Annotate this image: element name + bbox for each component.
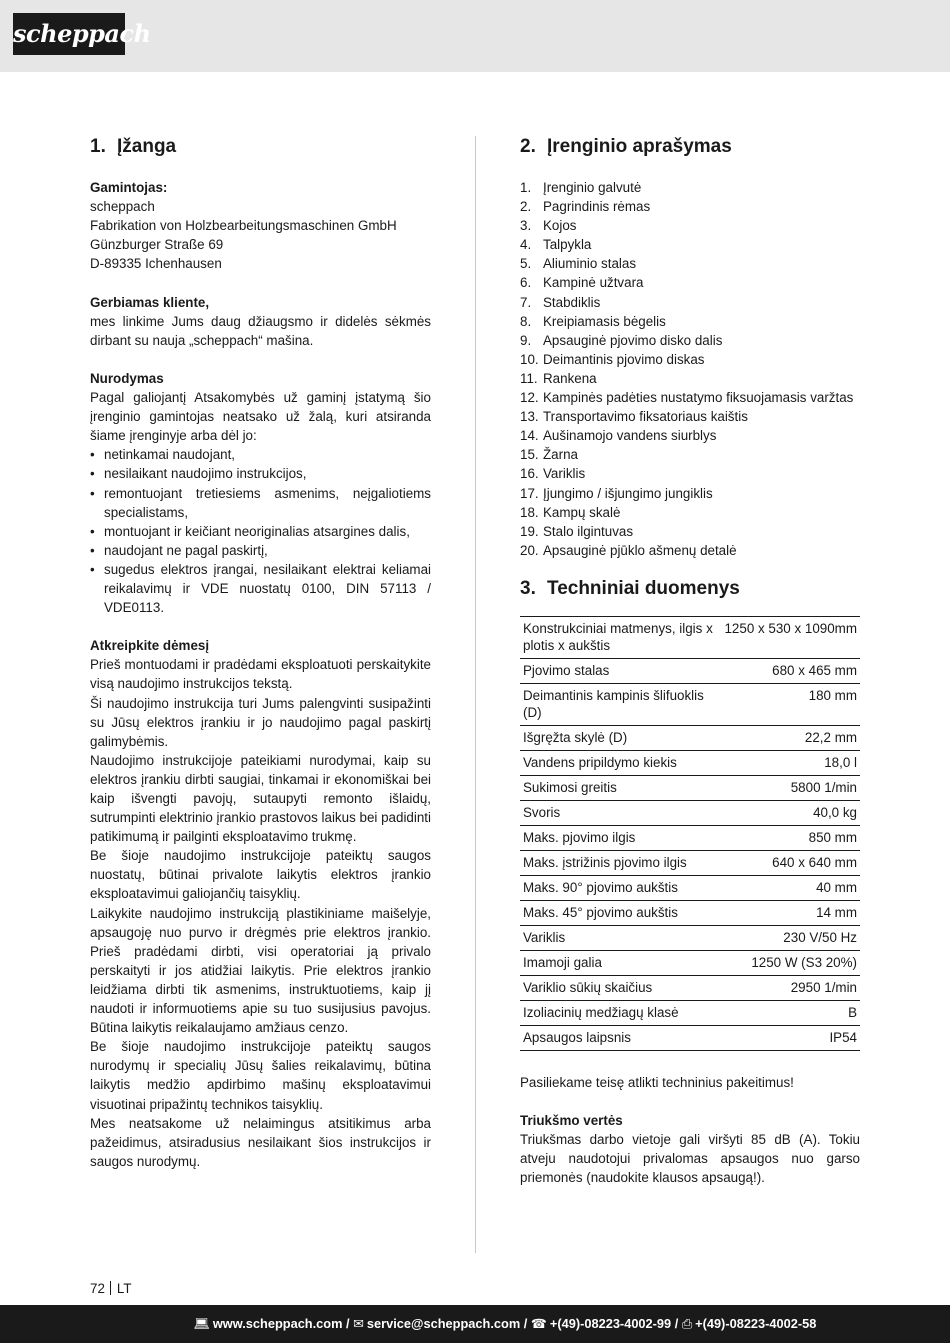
spec-value: 40 mm [721, 875, 860, 900]
part-item [520, 254, 860, 273]
part-item [520, 541, 860, 560]
footer-separator [110, 1281, 111, 1295]
part-number: 3. [520, 218, 532, 234]
part-label: Aušinamojo vandens siurblys [543, 428, 717, 444]
attention-label: Atkreipkite dėmesį [90, 638, 210, 654]
part-label: Stabdiklis [543, 294, 601, 310]
part-number: 12. [520, 390, 539, 406]
spec-value: 640 x 640 mm [721, 850, 860, 875]
spec-label: Sukimosi greitis [520, 775, 721, 800]
spec-label: Maks. 45° pjovimo aukštis [520, 900, 721, 925]
part-item [520, 445, 860, 464]
table-row [520, 1025, 860, 1050]
part-item [520, 407, 860, 426]
part-number: 13. [520, 409, 539, 425]
spec-value: 180 mm [721, 683, 860, 725]
table-row [520, 616, 860, 658]
spec-value: 850 mm [721, 825, 860, 850]
manufacturer-block [90, 178, 431, 273]
part-number: 7. [520, 294, 532, 310]
part-item [520, 522, 860, 541]
part-number: 6. [520, 275, 532, 291]
part-number: 4. [520, 237, 532, 253]
list-item: • sugedus elektros įrangai, nesilaikant elektrai keliamai reikalavimų ir VDE nuostatų 0100, DIN 57113 / VDE0113. [90, 560, 431, 617]
list-item: • naudojant ne pagal paskirtį, [90, 541, 431, 560]
list-item: • netinkamai naudojant, [90, 445, 431, 464]
list-item: • montuojant ir keičiant neoriginalias atsargines dalis, [90, 522, 431, 541]
spec-value: 680 x 465 mm [721, 658, 860, 683]
spec-value: 18,0 l [721, 750, 860, 775]
page-language: LT [116, 1281, 132, 1296]
spec-label: Imamoji galia [520, 950, 721, 975]
part-label: Talpykla [543, 237, 592, 253]
part-item [520, 503, 860, 522]
spec-label: Deimantinis kampinis šlifuoklis (D) [520, 683, 721, 725]
part-label: Apsauginė pjūklo ašmenų detalė [543, 542, 737, 558]
technical-heading [520, 576, 860, 602]
part-label: Kampinė užtvara [543, 275, 644, 291]
spec-label: Maks. 90° pjovimo aukštis [520, 875, 721, 900]
part-item [520, 273, 860, 292]
part-number: 20. [520, 542, 539, 558]
notice-block [90, 369, 431, 445]
notice-label: Nurodymas [90, 370, 164, 386]
greeting-text: mes linkime Jums daug džiaugsmo ir didelės sėkmės dirbant su nauja „scheppach“ mašina. [90, 313, 431, 348]
part-item [520, 293, 860, 312]
spec-label: Variklio sūkių skaičius [520, 975, 721, 1000]
computer-icon: 💻︎ [193, 1316, 210, 1331]
part-number: 15. [520, 447, 539, 463]
spec-label: Vandens pripildymo kiekis [520, 750, 721, 775]
attention-paragraph: Prieš montuodami ir pradėdami eksploatuoti perskaitykite visą naudojimo instrukcijos tekstą. [90, 657, 431, 692]
table-row [520, 850, 860, 875]
part-label: Apsauginė pjovimo disko dalis [543, 332, 723, 348]
attention-paragraph: Be šioje naudojimo instrukcijoje pateiktų saugos nurodymų ir specialių Jūsų šalies reikalavimų, būtina laikytis medžio apdirbimo mašinų eksploatavimui visuotinai pripažintų technikos taisyklių. [90, 1039, 431, 1112]
greeting-block [90, 293, 431, 350]
part-label: Kreipiamasis bėgelis [543, 313, 666, 329]
intro-heading [90, 134, 431, 160]
phone-icon: ☎︎ [530, 1316, 547, 1331]
table-row [520, 950, 860, 975]
spec-label: Apsaugos laipsnis [520, 1025, 721, 1050]
table-row [520, 825, 860, 850]
attention-block [90, 636, 431, 1171]
intro-number: 1. [90, 136, 106, 157]
part-item [520, 197, 860, 216]
part-item [520, 464, 860, 483]
part-label: Stalo ilgintuvas [543, 523, 634, 539]
manufacturer-line: Günzburger Straße 69 [90, 237, 224, 253]
attention-paragraph: Naudojimo instrukcijoje pateikiami nurodymai, kaip su elektros įrankiu dirbti saugiai, tinkamai ir ekonomiškai bei kaip išvengti pavojų, sutaupyti remonto išlaidų, sutrumpinti elektrinio įrankio prastovos laikus bei padidinti patikimumą ir pailginti eksploatavimo trukmę. [90, 752, 431, 845]
spec-value: 1250 x 530 x 1090mm [721, 616, 860, 658]
part-item [520, 388, 860, 407]
table-row [520, 725, 860, 750]
manufacturer-line: D-89335 Ichenhausen [90, 256, 222, 272]
part-number: 8. [520, 313, 532, 329]
intro-section [90, 134, 431, 1171]
part-label: Kampų skalė [543, 504, 621, 520]
manufacturer-label: Gamintojas: [90, 180, 168, 195]
scheppach-logo: scheppach [13, 13, 125, 55]
column-divider [475, 136, 476, 1253]
table-row [520, 750, 860, 775]
part-label: Variklis [543, 466, 586, 482]
attention-paragraph: Laikykite naudojimo instrukciją plastikiniame maišelyje, apsaugoję nuo purvo ir drėgmės prie elektros įrankio. Prieš pradėdami dirbti, visi operatoriai ją privalo perskaityti ir jos atidžiai laikytis. Prie elektros įrankio leidžiama dirbti tik asmenims, instruktuotiems, kaip jį naudoti ir informuotiems apie su tuo susijusius pavojus. Būtina laikytis reikalaujamo amžiaus cenzo. [90, 905, 431, 1036]
part-label: Kojos [543, 218, 577, 234]
attention-paragraph: Mes neatsakome už nelaimingus atsitikimus arba pažeidimus, atsiradusius nesilaikant šios instrukcijos ir saugos nurodymų. [90, 1115, 431, 1169]
part-item [520, 350, 860, 369]
notice-list [90, 445, 431, 617]
contact-bar [0, 1305, 950, 1343]
table-row [520, 900, 860, 925]
spec-value: 40,0 kg [721, 800, 860, 825]
part-number: 10. [520, 351, 539, 367]
part-number: 17. [520, 485, 539, 501]
table-row [520, 658, 860, 683]
table-row [520, 975, 860, 1000]
part-number: 9. [520, 332, 532, 348]
greeting-label: Gerbiamas kliente, [90, 294, 210, 310]
part-item [520, 331, 860, 350]
technical-number: 3. [520, 577, 536, 599]
table-row [520, 1000, 860, 1025]
fax-icon: ⎙ [681, 1316, 693, 1331]
part-item [520, 484, 860, 503]
email-link[interactable]: service@scheppach.com / [366, 1316, 528, 1331]
spec-value: 22,2 mm [721, 725, 860, 750]
spec-value: 5800 1/min [721, 775, 860, 800]
table-row [520, 683, 860, 725]
part-label: Kampinės padėties nustatymo fiksuojamasis varžtas [543, 390, 854, 406]
header-bar [0, 0, 950, 72]
part-item [520, 312, 860, 331]
table-row [520, 925, 860, 950]
part-label: Rankena [543, 370, 597, 386]
spec-value: 14 mm [721, 900, 860, 925]
description-number: 2. [520, 136, 536, 157]
spec-value: 1250 W (S3 20%) [721, 950, 860, 975]
description-heading [520, 134, 860, 160]
description-section [520, 134, 860, 1187]
part-item [520, 426, 860, 445]
part-label: Žarna [543, 447, 578, 463]
part-number: 2. [520, 199, 532, 215]
part-number: 14. [520, 428, 539, 444]
fax-number: +(49)-08223-4002-58 [695, 1316, 817, 1331]
spec-value: B [721, 1000, 860, 1025]
changes-note: Pasiliekame teisę atlikti techninius pakeitimus! [520, 1074, 794, 1090]
intro-title: Įžanga [117, 136, 177, 157]
page-number: 72 [90, 1281, 105, 1296]
mail-icon: ✉︎ [353, 1316, 364, 1331]
spec-label: Izoliacinių medžiagų klasė [520, 1000, 721, 1025]
noise-block [520, 1111, 860, 1187]
attention-paragraph: Be šioje naudojimo instrukcijoje pateiktų saugos nuostatų, būtinai privalote laikytis elektros įrankio eksploatavimui galiojančių taisyklių. [90, 848, 431, 902]
part-number: 11. [520, 370, 538, 386]
notice-text: Pagal galiojantį Atsakomybės už gaminį įstatymą šio įrenginio gamintojas neatsako už žalą, kuri atsiranda šiame įrenginyje arba dėl jo: [90, 390, 431, 444]
part-item [520, 369, 860, 388]
spec-label: Išgręžta skylė (D) [520, 725, 721, 750]
manufacturer-line: Fabrikation von Holzbearbeitungsmaschinen GmbH [90, 218, 397, 234]
part-item [520, 216, 860, 235]
part-item [520, 235, 860, 254]
page-footer [90, 1280, 132, 1298]
part-number: 18. [520, 504, 539, 520]
spec-value: 2950 1/min [721, 975, 860, 1000]
part-item [520, 178, 860, 197]
spec-label: Maks. pjovimo ilgis [520, 825, 721, 850]
part-label: Aliuminio stalas [543, 256, 637, 272]
spec-label: Konstrukciniai matmenys, ilgis x plotis x aukštis [520, 616, 721, 658]
table-row [520, 775, 860, 800]
spec-label: Pjovimo stalas [520, 658, 721, 683]
part-label: Transportavimo fiksatoriaus kaištis [543, 409, 748, 425]
part-number: 1. [520, 180, 532, 195]
part-number: 5. [520, 256, 532, 272]
part-label: Pagrindinis rėmas [543, 199, 651, 215]
table-row [520, 875, 860, 900]
spec-label: Svoris [520, 800, 721, 825]
parts-list [520, 178, 860, 560]
part-label: Įjungimo / išjungimo jungiklis [543, 485, 713, 501]
part-label: Įrenginio galvutė [543, 180, 642, 195]
spec-label: Maks. įstrižinis pjovimo ilgis [520, 850, 721, 875]
table-row [520, 800, 860, 825]
phone-number: +(49)-08223-4002-99 / [549, 1316, 679, 1331]
website-link[interactable]: www.scheppach.com / [212, 1316, 350, 1331]
part-number: 19. [520, 523, 539, 539]
specs-table [520, 616, 860, 1051]
part-label: Deimantinis pjovimo diskas [543, 351, 705, 367]
spec-value: IP54 [721, 1025, 860, 1050]
spec-label: Variklis [520, 925, 721, 950]
spec-value: 230 V/50 Hz [721, 925, 860, 950]
noise-label: Triukšmo vertės [520, 1113, 623, 1129]
attention-paragraph: Ši naudojimo instrukcija turi Jums palengvinti susipažinti su Jūsų elektros įrankiu ir jo naudojimo pagal paskirtį galimybėmis. [90, 695, 431, 749]
description-title: Įrenginio aprašymas [547, 136, 732, 157]
list-item: • remontuojant tretiesiems asmenims, neįgaliotiems specialistams, [90, 484, 431, 522]
list-item: • nesilaikant naudojimo instrukcijos, [90, 464, 431, 483]
manufacturer-line: scheppach [90, 199, 155, 215]
noise-text: Triukšmas darbo vietoje gali viršyti 85 dB (A). Tokiu atveju naudotojui privalomas apsaugos nuo garso priemonės (naudokite klausos apsaugą!). [520, 1132, 860, 1186]
technical-title: Techniniai duomenys [547, 577, 740, 599]
part-number: 16. [520, 466, 539, 482]
